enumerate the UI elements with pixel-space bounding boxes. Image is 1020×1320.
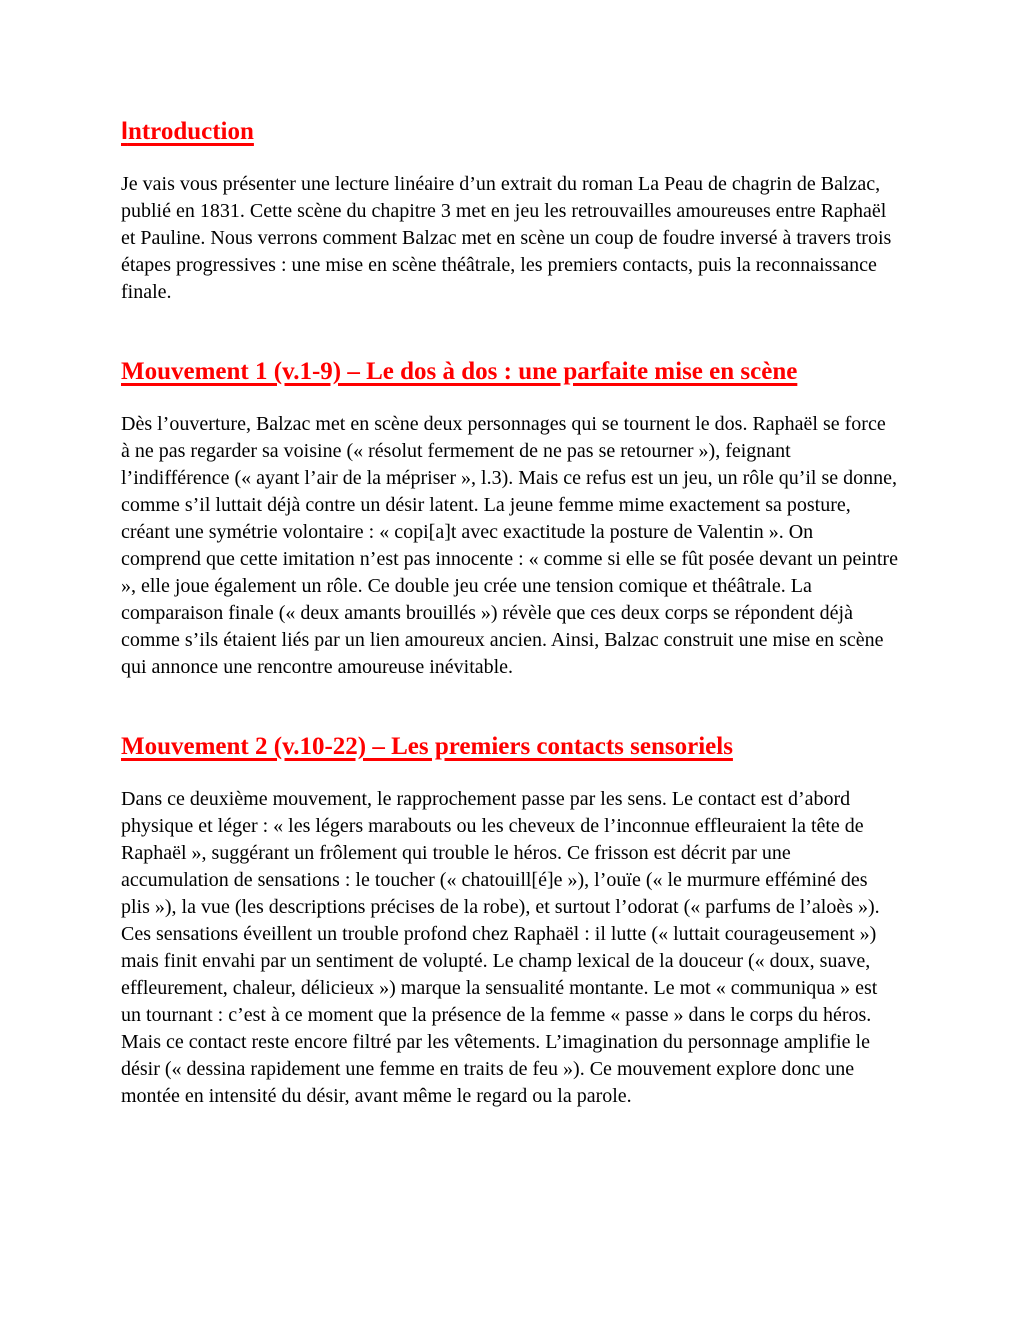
section-mouvement-1 [121,356,898,681]
paragraph-mouvement-2: Dans ce deuxième mouvement, le rapprochement passe par les sens. Le contact est d’abord physique et léger : « les légers marabouts ou les cheveux de l’inconnue effleuraient la tête de Raphaël », suggérant un frôlement qui trouble le héros. Ce frisson est décrit par une accumulation de sensations : le toucher (« chatouill[é]e »), l’ouïe (« le murmure efféminé des plis »), la vue (les descriptions précises de la robe), et surtout l’odorat (« parfums de l’aloès »). Ces sensations éveillent un trouble profond chez Raphaël : il lutte (« luttait courageusement ») mais finit envahi par un sentiment de volupté. Le champ lexical de la douceur (« doux, suave, effleurement, chaleur, délicieux ») marque la sensualité montante. Le mot « communiqua » est un tournant : c’est à ce moment que la présence de la femme « passe » dans le corps du héros. Mais ce contact reste encore filtré par les vêtements. L’imagination du personnage amplifie le désir (« dessina rapidement une femme en traits de feu »). Ce mouvement explore donc une montée en intensité du désir, avant même le regard ou la parole. [121,788,880,1107]
paragraph-introduction: Je vais vous présenter une lecture linéaire d’un extrait du roman La Peau de chagrin de Balzac, publié en 1831. Cette scène du chapitre 3 met en jeu les retrouvailles amoureuses entre Raphaël et Pauline. Nous verrons comment Balzac met en scène un coup de foudre inversé à travers trois étapes progressives : une mise en scène théâtrale, les premiers contacts, puis la reconnaissance finale. [121,173,892,303]
section-introduction [121,116,898,306]
heading-mouvement-2: Mouvement 2 (v.10-22) – Les premiers contacts sensoriels [121,733,733,760]
paragraph-mouvement-1: Dès l’ouverture, Balzac met en scène deux personnages qui se tournent le dos. Raphaël se force à ne pas regarder sa voisine (« résolut fermement de ne pas se retourner »), feignant l’indifférence (« ayant l’air de la mépriser », l.3). Mais ce refus est un jeu, un rôle qu’il se donne, comme s’il luttait déjà contre un désir latent. La jeune femme mime exactement sa posture, créant une symétrie volontaire : « copi[a]t avec exactitude la posture de Valentin ». On comprend que cette imitation n’est pas innocente : « comme si elle se fût posée devant un peintre », elle joue également un rôle. Ce double jeu crée une tension comique et théâtrale. La comparaison finale (« deux amants brouillés ») révèle que ces deux corps se répondent déjà comme s’ils étaient liés par un lien amoureux ancien. Ainsi, Balzac construit une mise en scène qui annonce une rencontre amoureuse inévitable. [121,413,898,678]
section-mouvement-2 [121,731,898,1110]
heading-introduction: Introduction [121,117,254,145]
heading-mouvement-1: Mouvement 1 (v.1-9) – Le dos à dos : une parfaite mise en scène [121,358,798,385]
